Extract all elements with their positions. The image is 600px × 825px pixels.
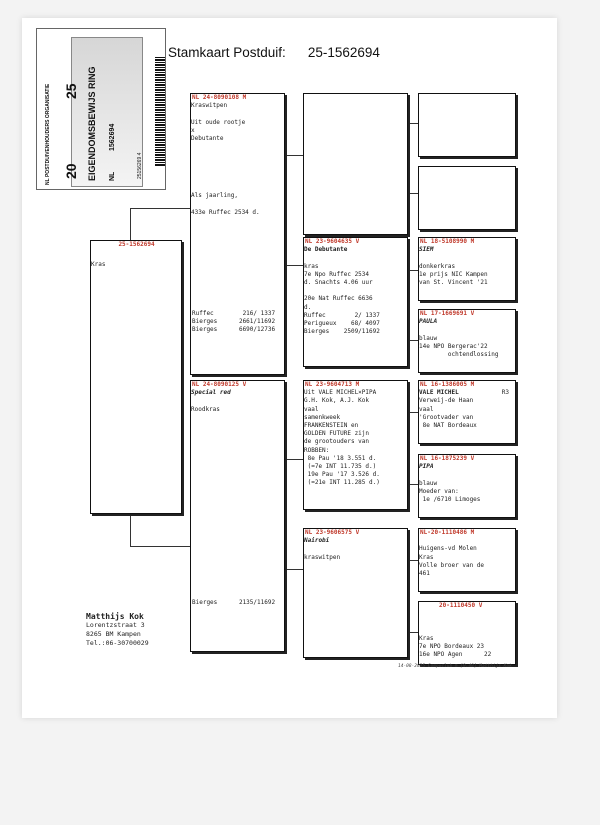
sire-note-line xyxy=(191,201,284,209)
sds-name: SIEM xyxy=(419,246,434,254)
ds-note-line: Uit VALE MICHEL×PIPA xyxy=(304,389,377,397)
sire-note-line: Uit oude rootje xyxy=(191,118,246,126)
ds-note-line: G.H. Kok, A.J. Kok xyxy=(304,397,370,405)
owner-street: Lorentzstraat 3 xyxy=(86,621,145,629)
sire-result-line: Bierges 2661/11692 xyxy=(192,318,276,326)
dds-ring: NL-20-1110486 M xyxy=(420,529,475,536)
ddd-note-line xyxy=(419,618,515,626)
dd-notes xyxy=(304,545,407,561)
dss-tag: R3 xyxy=(501,389,509,397)
dam-dam-card[interactable] xyxy=(303,528,408,658)
sire-result-line: Ruffec 216/ 1337 xyxy=(192,310,276,317)
barcode xyxy=(155,57,166,167)
ds-note-line: samenkweek xyxy=(304,413,341,421)
dds-note-line: Kras xyxy=(419,553,434,561)
sds-notes xyxy=(419,254,515,287)
stamp-year-left: 20 xyxy=(63,163,79,179)
ds-note-line: 8e Pau '18 3.551 d. xyxy=(304,454,377,462)
ds-note-line: 19e Pau '17 3.526 d. xyxy=(304,471,380,479)
ddd-card[interactable] xyxy=(418,601,516,665)
stamp-org: NL POSTDUIVENHOUDERS ORGANISATIE xyxy=(45,83,51,185)
ddd-ring: 20-1110450 V xyxy=(439,602,483,609)
sire-notes xyxy=(191,102,284,217)
stamp-panel xyxy=(71,37,143,187)
sire-note-line: Debutante xyxy=(191,135,224,143)
ds-note-line: GOLDEN FUTURE zijn xyxy=(304,430,370,438)
dss-notes xyxy=(419,397,515,430)
sire-sire-card[interactable] xyxy=(303,93,408,235)
dss-card[interactable] xyxy=(418,380,516,444)
sire-note-line: Kraswitpen xyxy=(191,102,228,110)
dam-card[interactable] xyxy=(190,380,285,652)
ds-note-line: vaal xyxy=(304,405,319,413)
dss-note-line: vaal xyxy=(419,405,434,413)
dam-results xyxy=(192,599,275,607)
dds-note-line: Volle broer van de xyxy=(419,561,485,569)
subject-card[interactable] xyxy=(90,240,182,514)
dds-note-line: 461 xyxy=(419,570,430,578)
sire-ring: NL 24-8090108 M xyxy=(192,94,247,101)
sire-note-line xyxy=(191,110,284,118)
stamp-brand: EIGENDOMSBEWIJS RING xyxy=(87,66,97,181)
dss-note-line: 'Grootvader van xyxy=(419,413,474,421)
connector xyxy=(130,546,190,547)
sdd-card[interactable] xyxy=(418,309,516,373)
dds-notes xyxy=(419,537,515,578)
sd-note-line: d. Snachts 4.06 uur xyxy=(304,279,373,287)
sire-dam-card[interactable] xyxy=(303,237,408,367)
dam-sire-card[interactable] xyxy=(303,380,408,510)
ddd-note-line: Kras xyxy=(419,634,434,642)
dsd-note-line xyxy=(419,471,515,479)
ds-note-line: de grootouders van xyxy=(304,438,370,446)
sdd-note-line: blauw xyxy=(419,334,438,342)
ddd-notes xyxy=(419,610,515,659)
sdd-name: PAULA xyxy=(419,318,438,326)
sdd-notes xyxy=(419,326,515,359)
sd-note-line: Perigueux 68/ 4097 xyxy=(304,320,380,328)
ring-certificate-stamp xyxy=(36,28,166,190)
sire-result-line: Bierges 6690/12736 xyxy=(192,326,276,334)
sd-note-line xyxy=(304,254,407,262)
ds-note-line: FRANKENSTEIN en xyxy=(304,422,359,430)
sire-note-line xyxy=(191,168,284,176)
sire-note-line: x xyxy=(191,126,195,134)
stamp-number: 1562694 xyxy=(109,123,116,151)
dss-ring: NL 16-1386005 M xyxy=(420,381,475,388)
dam-result-line: Bierges 2135/11692 xyxy=(192,599,276,606)
sd-ring: NL 23-9604635 V xyxy=(305,238,360,245)
sdd-note-line: ochtendlossing xyxy=(419,351,499,359)
dd-note-line: kraswitpen xyxy=(304,553,341,561)
sd-name: De Debutante xyxy=(304,246,348,254)
sire-note-line: 433e Ruffec 2534 d. xyxy=(191,208,260,216)
dam-name: Special red xyxy=(191,389,231,397)
connector xyxy=(283,569,303,570)
connector xyxy=(283,155,303,156)
ddd-note-line: 7e NPO Bordeaux 23 xyxy=(419,643,485,651)
owner-city: 8265 BM Kampen xyxy=(86,630,141,638)
dam-note-line xyxy=(191,397,284,405)
sds-note-line: 1e prijs NIC Kampen xyxy=(419,270,488,278)
ds-ring: NL 23-9604713 M xyxy=(305,381,360,388)
connector xyxy=(130,208,190,209)
dsd-notes xyxy=(419,471,515,504)
dss-name: VALE MICHEL xyxy=(419,389,459,397)
ddd-note-line: 16e NPO Agen 22 xyxy=(419,651,492,659)
dsd-note-line: Moeder van: xyxy=(419,487,459,495)
sd-notes xyxy=(304,254,407,336)
ds-note-line: (=21e INT 11.285 d.) xyxy=(304,479,380,487)
sd-note-line: 20e Nat Ruffec 6636 xyxy=(304,295,373,303)
owner-name: Matthijs Kok xyxy=(86,612,144,621)
dsd-card[interactable] xyxy=(418,454,516,518)
dds-note-line: Huigens-vd Molen xyxy=(419,545,477,553)
sdd-ring: NL 17-1669691 V xyxy=(420,310,475,317)
stamp-year-right: 25 xyxy=(63,83,79,99)
ds-note-line: (=7e INT 11.735 d.) xyxy=(304,463,377,471)
title-label: Stamkaart Postduif: xyxy=(168,45,286,60)
dss-note-line: Verweij-de Haan xyxy=(419,397,474,405)
dam-ring: NL 24-8090125 V xyxy=(192,381,247,388)
sdd-note-line: 14e NPO Bergerac'22 xyxy=(419,342,488,350)
connector xyxy=(283,459,303,460)
owner-block xyxy=(86,612,149,648)
sds-ring: NL 18-5108990 M xyxy=(420,238,475,245)
sds-note-line: van St. Vincent '21 xyxy=(419,279,488,287)
dd-note-line xyxy=(304,545,407,553)
sdd-note-line xyxy=(419,326,515,334)
dds-note-line xyxy=(419,537,515,545)
sds-note-line xyxy=(419,254,515,262)
sds-card[interactable] xyxy=(418,237,516,301)
owner-phone: Tel.:06-30700029 xyxy=(86,639,149,647)
ddd-note-line xyxy=(419,610,515,618)
dd-ring: NL 23-9606575 V xyxy=(305,529,360,536)
ssd-card[interactable] xyxy=(418,166,516,230)
sd-note-line: Ruffec 2/ 1337 xyxy=(304,311,380,319)
sire-note-line: Als jaarling, xyxy=(191,192,238,200)
sd-note-line xyxy=(304,287,407,295)
sire-note-line xyxy=(191,176,284,184)
dsd-note-line: 1e /6710 Limoges xyxy=(419,496,481,504)
ds-note-line: ROBBEN: xyxy=(304,446,330,454)
sss-card[interactable] xyxy=(418,93,516,157)
subject-color: Kras xyxy=(91,261,106,269)
dsd-name: PIPA xyxy=(419,463,434,471)
dd-name: Nairobi xyxy=(304,537,330,545)
ddd-note-line xyxy=(419,627,515,635)
sd-note-line: d. xyxy=(304,303,312,311)
footer-credit: 14-08-2025 Compuclub ® [9.48] Matthijs Kok xyxy=(398,664,512,669)
dds-card[interactable] xyxy=(418,528,516,592)
dsd-ring: NL 16-1875239 V xyxy=(420,455,475,462)
dam-notes xyxy=(191,397,284,413)
sds-note-line: donkerkras xyxy=(419,262,456,270)
ds-notes xyxy=(304,389,407,487)
dsd-note-line: blauw xyxy=(419,479,438,487)
connector xyxy=(283,265,303,266)
subject-ring: 25-1562694 xyxy=(118,241,155,248)
stamp-code: 25156269 4 xyxy=(137,152,143,179)
sd-note-line: Bierges 2509/11692 xyxy=(304,328,380,336)
page-title xyxy=(168,45,380,60)
sd-note-line: 7e Npo Ruffec 2534 xyxy=(304,270,370,278)
title-ring: 25-1562694 xyxy=(307,45,380,60)
sire-card[interactable] xyxy=(190,93,285,375)
sire-results xyxy=(192,310,275,335)
sire-note-line xyxy=(191,151,284,159)
dss-note-line: 8e NAT Bordeaux xyxy=(419,422,477,430)
sire-note-line xyxy=(191,143,284,151)
sd-note-line: kras xyxy=(304,262,319,270)
sire-note-line xyxy=(191,184,284,192)
sire-note-line xyxy=(191,160,284,168)
dam-note-line: Roodkras xyxy=(191,405,220,413)
stamp-nl: NL xyxy=(109,171,116,181)
